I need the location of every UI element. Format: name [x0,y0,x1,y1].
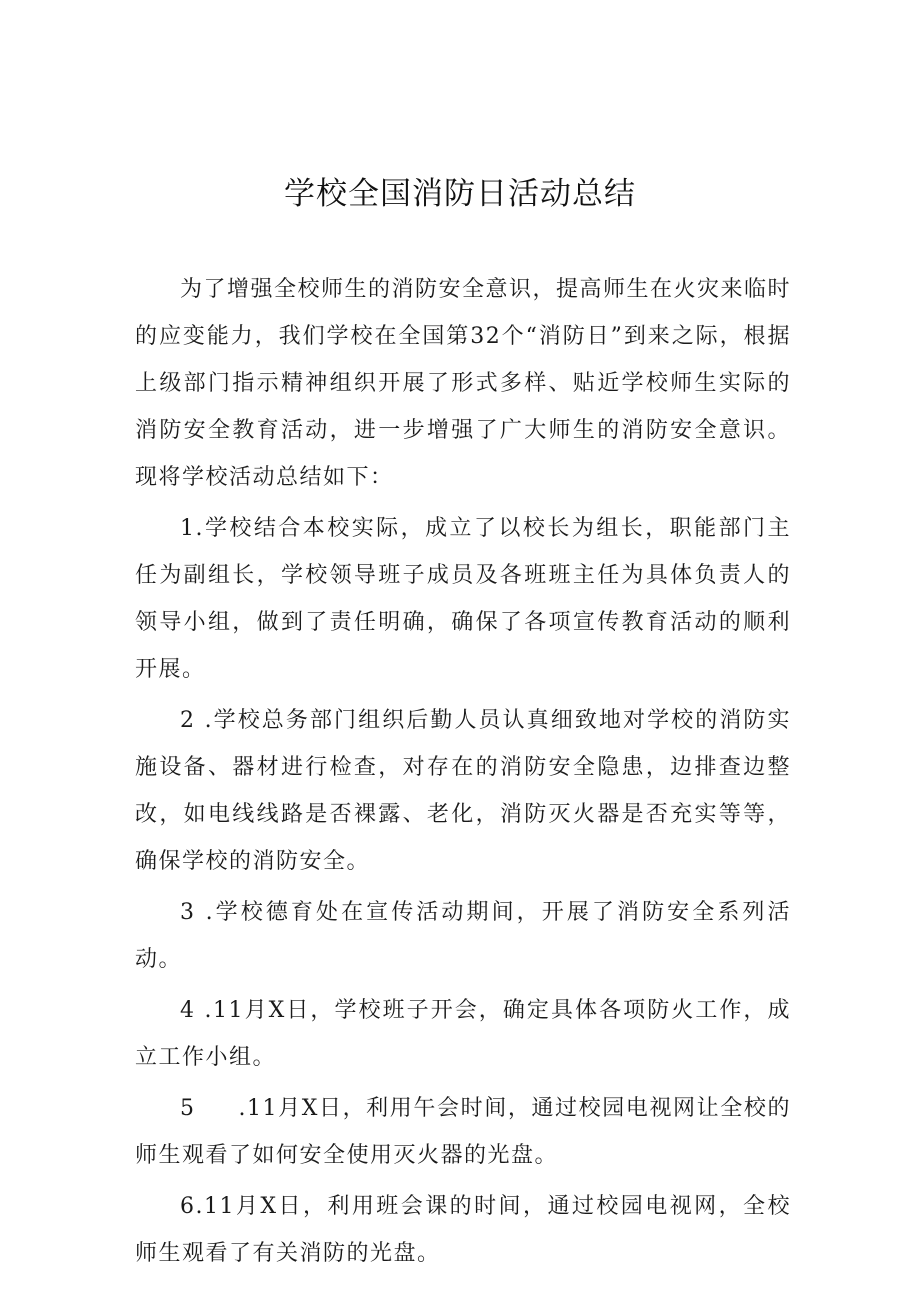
item-6-paragraph: 6.11月X日，利用班会课的时间，通过校园电视网，全校师生观看了有关消防的光盘。 [135,1194,791,1266]
document-body [135,266,791,1281]
item-1-paragraph: 1.学校结合本校实际，成立了以校长为组长，职能部门主任为副组长，学校领导班子成员及各班班主任为具体负责人的领导小组，做到了责任明确，确保了各项宣传教育活动的顺利开展。 [135,516,791,682]
item-2-paragraph: 2 .学校总务部门组织后勤人员认真细致地对学校的消防实施设备、器材进行检查，对存在的消防安全隐患，边排查边整改，如电线线路是否裸露、老化，消防灭火器是否充实等等，确保学校的消防安全。 [135,708,791,874]
item-3-paragraph: 3 .学校德育处在宣传活动期间，开展了消防安全系列活动。 [135,900,791,972]
item-4-paragraph: 4 .11月X日，学校班子开会，确定具体各项防火工作，成立工作小组。 [135,998,791,1070]
item-5-paragraph: 5 .11月X日，利用午会时间，通过校园电视网让全校的师生观看了如何安全使用灭火器的光盘。 [135,1096,791,1168]
document-title: 学校全国消防日活动总结 [284,176,636,212]
intro-paragraph: 为了增强全校师生的消防安全意识，提高师生在火灾来临时的应变能力，我们学校在全国第32个“消防日”到来之际，根据上级部门指示精神组织开展了形式多样、贴近学校师生实际的消防安全教育活动，进一步增强了广大师生的消防安全意识。现将学校活动总结如下： [135,277,792,490]
